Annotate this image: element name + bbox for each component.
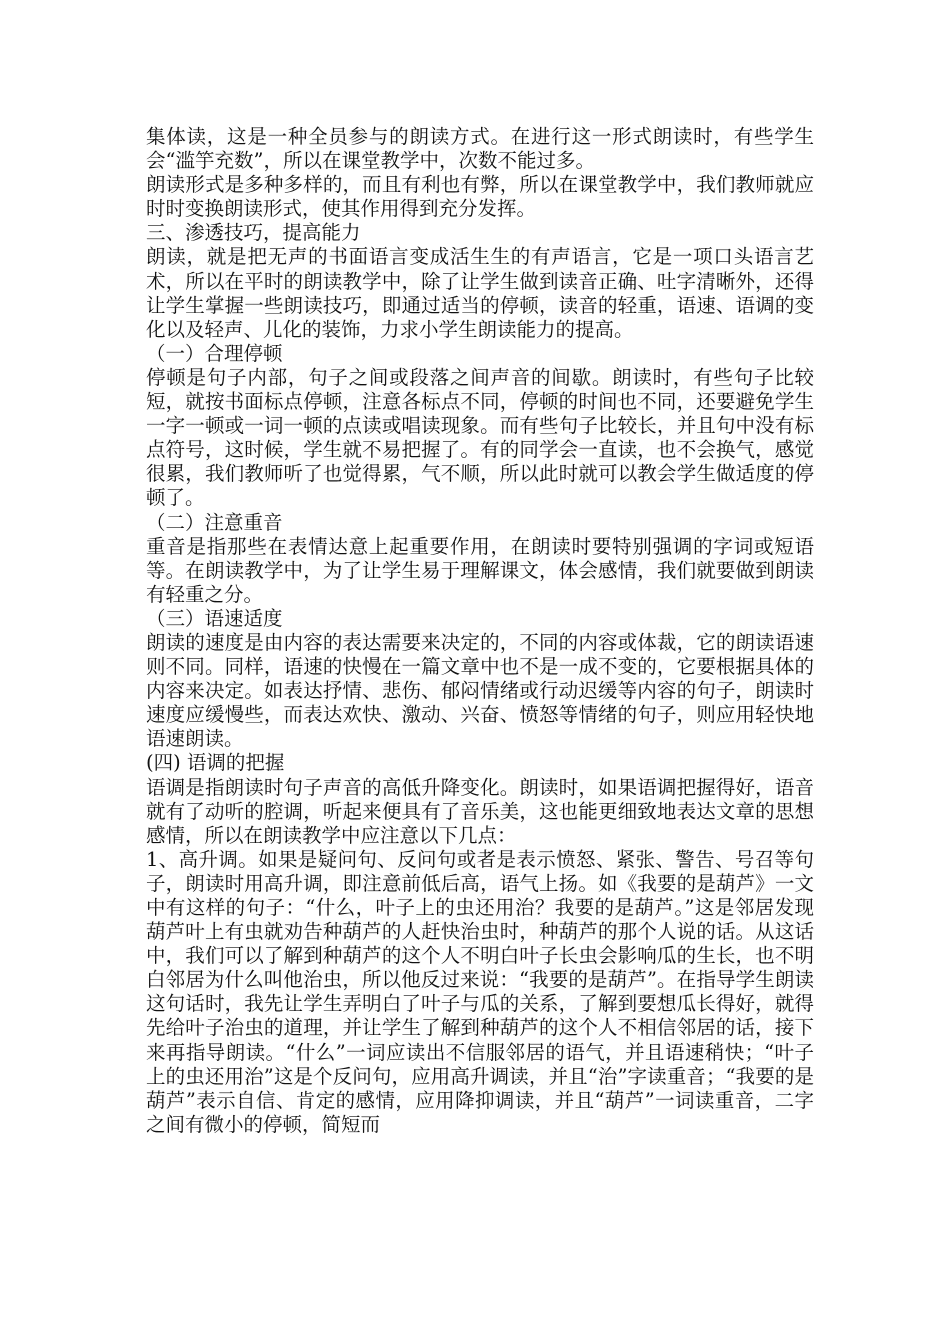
paragraph-pause: 停顿是句子内部，句子之间或段落之间声音的间歇。朗读时，有些句子比较短，就按书面标点停顿，注意各标点不同，停顿的时间也不同，还要避免学生一字一顿或一词一顿的点读或唱读现象。而有些句子比较长，并且句中没有标点符号，这时候，学生就不易把握了。有的同学会一直读，也不会换气，感觉很累，我们教师听了也觉得累，气不顺，所以此时就可以教会学生做适度的停顿了。 [146,365,814,510]
subheading-speed: （三）语速适度 [146,606,283,630]
paragraph-stress: 重音是指那些在表情达意上起重要作用，在朗读时要特别强调的字词或短语等。在朗读教学中，为了让学生易于理解课文，体会感情，我们就要做到朗读有轻重之分。 [146,534,814,606]
subheading-stress: （二）注意重音 [146,510,283,534]
subheading-intonation: (四) 语调的把握 [146,751,285,775]
paragraph-reading-forms: 朗读形式是多种多样的，而且有利也有弊，所以在课堂教学中，我们教师就应时时变换朗读形式，使其作用得到充分发挥。 [146,173,814,221]
subheading-pause: （一）合理停顿 [146,341,283,365]
paragraph-reading-skills: 朗读，就是把无声的书面语言变成活生生的有声语言，它是一项口头语言艺术，所以在平时的朗读教学中，除了让学生做到读音正确、吐字清晰外，还得让学生掌握一些朗读技巧，即通过适当的停顿，读音的轻重，语速、语调的变化以及轻声、儿化的装饰，力求小学生朗读能力的提高。 [146,245,814,341]
paragraph-speed: 朗读的速度是由内容的表达需要来决定的，不同的内容或体裁，它的朗读语速则不同。同样，语速的快慢在一篇文章中也不是一成不变的，它要根据具体的内容来决定。如表达抒情、悲伤、郁闷情绪或行动迟缓等内容的句子，朗读时速度应缓慢些，而表达欢快、激动、兴奋、愤怒等情绪的句子，则应用轻快地语速朗读。 [146,630,814,751]
section-heading-3: 三、渗透技巧，提高能力 [146,221,361,245]
document-page [146,125,814,1137]
paragraph-intonation: 语调是指朗读时句子声音的高低升降变化。朗读时，如果语调把握得好，语音就有了动听的腔调，听起来便具有了音乐美，这也能更细致地表达文章的思想感情，所以在朗读教学中应注意以下几点： [146,775,814,847]
paragraph-group-reading: 集体读，这是一种全员参与的朗读方式。在进行这一形式朗读时，有些学生会“滥竽充数”，所以在课堂教学中，次数不能过多。 [146,125,814,173]
paragraph-rising-tone: 1、高升调。如果是疑问句、反问句或者是表示愤怒、紧张、警告、号召等句子，朗读时用高升调，即注意前低后高，语气上扬。如《我要的是葫芦》一文中有这样的句子：“什么，叶子上的虫还用治？我要的是葫芦。”这是邻居发现葫芦叶上有虫就劝告种葫芦的人赶快治虫时，种葫芦的那个人说的话。从这话中，我们可以了解到种葫芦的这个人不明白叶子长虫会影响瓜的生长，也不明白邻居为什么叫他治虫，所以他反过来说：“我要的是葫芦”。在指导学生朗读这句话时，我先让学生弄明白了叶子与瓜的关系，了解到要想瓜长得好，就得先给叶子治虫的道理，并让学生了解到种葫芦的这个人不相信邻居的话，接下来再指导朗读。“什么”一词应读出不信服邻居的语气，并且语速稍快；“叶子上的虫还用治”这是个反问句，应用高升调读，并且“治”字读重音；“我要的是葫芦”表示自信、肯定的感情，应用降抑调读，并且“葫芦”一词读重音，二字之间有微小的停顿，简短而 [146,847,814,1136]
